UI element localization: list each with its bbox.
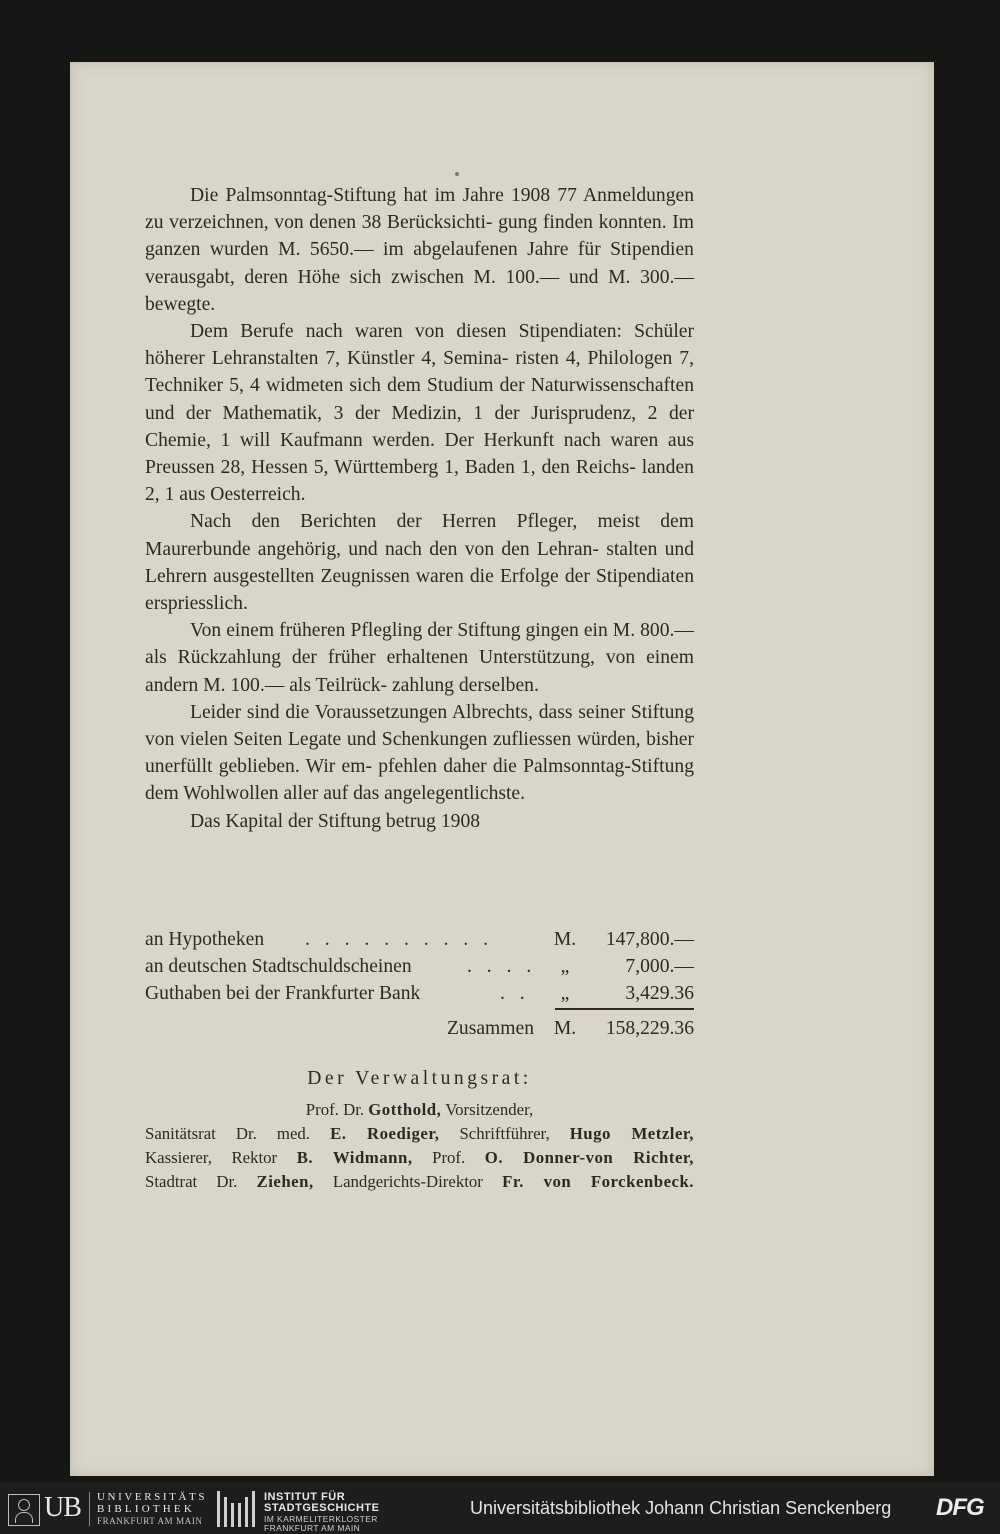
paragraph-6: Das Kapital der Stiftung betrug 1908: [190, 810, 481, 832]
ub-name-line-3: FRANKFURT AM MAIN: [97, 1516, 203, 1526]
ledger-row: [145, 980, 694, 1007]
total-amount: 158,229.36: [605, 1018, 694, 1039]
isg-name-line-3: IM KARMELITERKLOSTER: [264, 1514, 378, 1524]
ledger-total-row: [145, 1015, 694, 1042]
board-line-2: Sanitätsrat Dr. med. E. Roediger, Schriftführer, Hugo Metzler,: [145, 1124, 694, 1143]
ledger-currency: „: [560, 956, 570, 978]
ledger-currency: M.: [553, 929, 577, 950]
ledger-dots: . .: [500, 983, 530, 1005]
ledger-dots: . . . .: [467, 956, 537, 978]
board-members: [145, 1098, 694, 1194]
ledger-dots: . . . . . . . . . .: [305, 929, 494, 950]
footer-bar: [0, 1482, 1000, 1534]
ledger-label: an Hypotheken: [145, 929, 265, 950]
ledger-amount: 147,800.—: [605, 929, 694, 950]
ledger-label: an deutschen Stadtschuldscheinen: [145, 956, 412, 978]
paragraph-5: Leider sind die Voraussetzungen Albrechts, dass seiner Stiftung von vielen Seiten Legate und Schenkungen zufliessen würden, bisher unerfüllt geblieben. Wir em- pfehlen daher die Palmsonntag-Stiftung dem Wohlwollen aller auf das angelegentlichste.: [145, 701, 695, 805]
paragraph-2: Dem Berufe nach waren von diesen Stipendiaten: Schüler höherer Lehranstalten 7, Künstler 4, Semina- risten 4, Philologen 7, Techniker 5, 4 widmeten sich dem Studium der Naturwissenschaften und der Mathematik, 3 der Medizin, 1 der Jurisprudenz, 2 der Chemie, 1 will Kaufmann werden. Der Herkunft nach waren aus Preussen 28, Hessen 5, Württemberg 1, Baden 1, den Reichs- landen 2, 1 aus Oesterreich.: [145, 321, 695, 506]
isg-name-line-4: FRANKFURT AM MAIN: [264, 1523, 361, 1533]
paragraph-4: Von einem früheren Pflegling der Stiftung gingen ein M. 800.— als Rückzahlung der früher erhaltenen Unterstützung, von einem andern M. 100.— als Teilrück- zahlung derselben.: [145, 620, 694, 696]
isg-name-line-1: INSTITUT FÜR: [264, 1491, 346, 1503]
ledger-currency: „: [560, 983, 570, 1005]
dfg-logo[interactable]: DFG: [936, 1494, 984, 1521]
ledger-row: [145, 953, 694, 980]
library-name-link[interactable]: Universitätsbibliothek Johann Christian Senckenberg: [470, 1498, 892, 1518]
board-line-1: Prof. Dr. Gotthold, Vorsitzender,: [305, 1100, 534, 1119]
body-text: [145, 182, 694, 835]
ledger-amount: 3,429.36: [625, 983, 694, 1005]
paragraph-1: Die Palmsonntag-Stiftung hat im Jahre 1908 77 Anmeldungen zu verzeichnen, von denen 38 Berücksichti- gung finden konnten. Im ganzen wurden M. 5650.— im abgelaufenen Jahre für Stipendien verausgabt, deren Höhe sich zwischen M. 100.— und M. 300.— bewegte.: [145, 185, 695, 315]
board-line-4: Stadtrat Dr. Ziehen, Landgerichts-Direktor Fr. von Forckenbeck.: [145, 1172, 694, 1191]
ledger-row: [145, 926, 694, 953]
paragraph-3: Nach den Berichten der Herren Pfleger, meist dem Maurerbunde angehörig, und nach den von den Lehran- stalten und Lehrern ausgestellten Zeugnissen waren die Erfolge der Stipendiaten erspriesslich.: [145, 511, 695, 615]
isg-name-line-2: STADTGESCHICHTE: [264, 1502, 380, 1514]
board-title: Der Verwaltungsrat:: [307, 1068, 532, 1089]
capital-total: [145, 1015, 694, 1042]
ub-name-line-2: BIBLIOTHEK: [97, 1503, 195, 1515]
total-currency: M.: [553, 1018, 577, 1039]
board-line-3: Kassierer, Rektor B. Widmann, Prof. O. Donner-von Richter,: [145, 1148, 694, 1167]
sum-rule: [555, 1008, 694, 1010]
ledger-label: Guthaben bei der Frankfurter Bank: [145, 983, 421, 1005]
ub-seal-icon: [8, 1494, 40, 1526]
divider: [89, 1492, 90, 1526]
capital-ledger: [145, 926, 694, 1008]
ub-monogram[interactable]: UB: [44, 1492, 81, 1523]
ub-name-line-1: UNIVERSITÄTS: [97, 1491, 208, 1503]
print-mark: [455, 172, 459, 176]
ledger-amount: 7,000.—: [625, 956, 694, 978]
isg-arch-icon[interactable]: [215, 1491, 255, 1527]
total-label: Zusammen: [446, 1018, 534, 1039]
